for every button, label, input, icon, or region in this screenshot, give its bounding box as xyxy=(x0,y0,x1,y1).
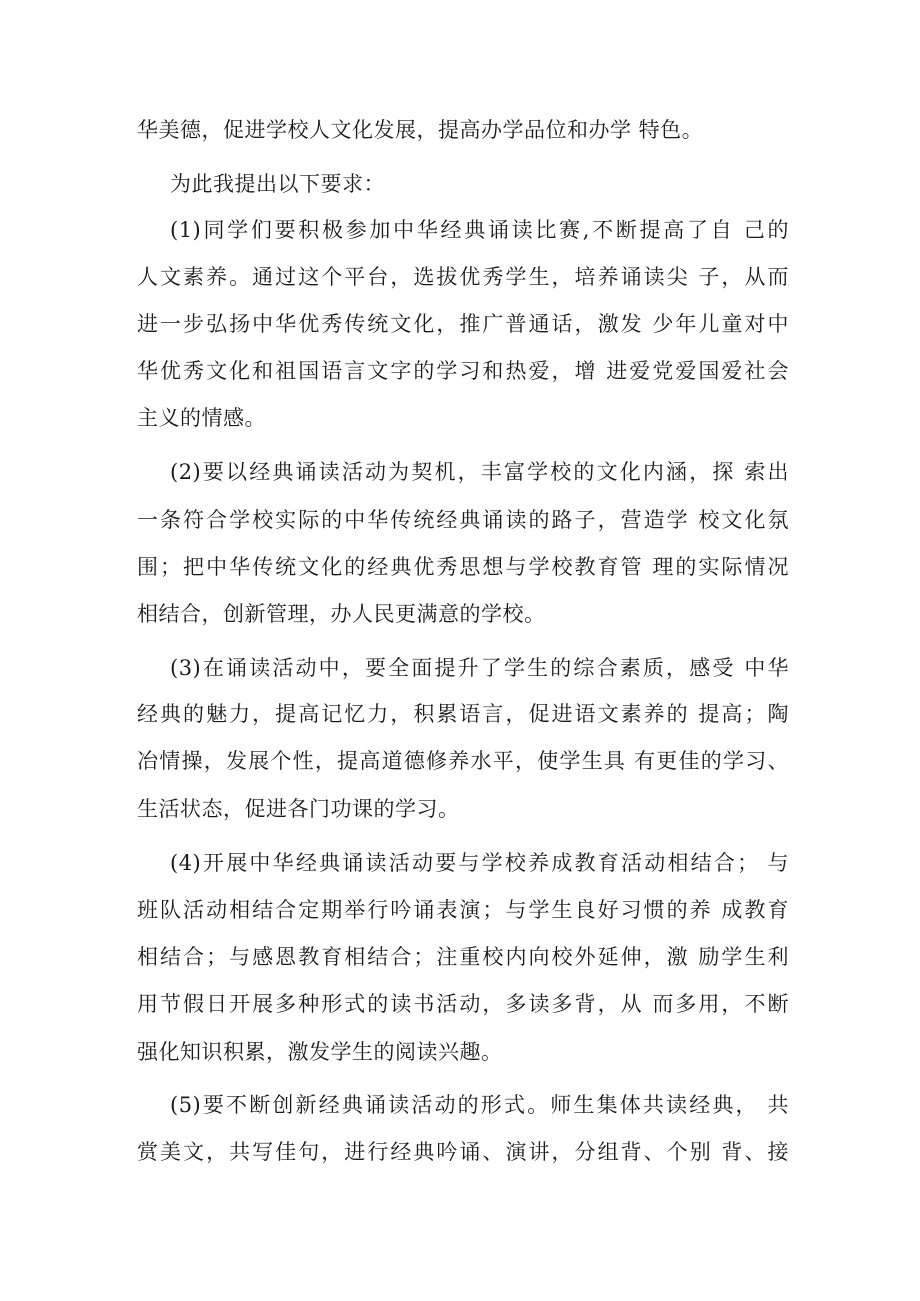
paragraph-line: 赏美文，共写佳句，进行经典吟诵、演讲，分组背、个别 背、接 xyxy=(137,1140,789,1164)
paragraph-line: 华美德，促进学校人文化发展，提高办学品位和办学 特色。 xyxy=(137,118,704,142)
paragraph-line: (3)在诵读活动中，要全面提升了学生的综合素质，感受 中华 xyxy=(170,656,789,680)
paragraph-line: 一条符合学校实际的中华传统经典诵读的路子，营造学 校文化氛 xyxy=(137,508,789,532)
paragraph-line: (1)同学们要积极参加中华经典诵读比赛,不断提高了自 己的 xyxy=(170,218,789,242)
paragraph-line: 经典的魅力，提高记忆力，积累语言，促进语文素养的 提高；陶 xyxy=(137,702,789,726)
paragraph-line: 相结合，创新管理，办人民更满意的学校。 xyxy=(137,602,546,626)
paragraph-line: 为此我提出以下要求： xyxy=(170,172,385,196)
paragraph-line: 人文素养。通过这个平台，选拔优秀学生，培养诵读尖 子，从而 xyxy=(137,265,789,289)
paragraph-line: 用节假日开展多种形式的读书活动，多读多背，从 而多用，不断 xyxy=(137,992,789,1016)
paragraph-line: (5)要不断创新经典诵读活动的形式。师生集体共读经典， 共 xyxy=(170,1093,789,1117)
paragraph-line: 冶情操，发展个性，提高道德修养水平，使学生具 有更佳的学习、 xyxy=(137,749,789,773)
paragraph-line: (2)要以经典诵读活动为契机，丰富学校的文化内涵，探 索出 xyxy=(170,460,789,484)
paragraph-line: (4)开展中华经典诵读活动要与学校养成教育活动相结合； 与 xyxy=(170,851,789,875)
paragraph-line: 相结合；与感恩教育相结合；注重校内向校外延伸，激 励学生利 xyxy=(137,945,789,969)
paragraph-line: 班队活动相结合定期举行吟诵表演；与学生良好习惯的养 成教育 xyxy=(137,898,789,922)
paragraph-line: 进一步弘扬中华优秀传统文化，推广普通话，激发 少年儿童对中 xyxy=(137,312,789,336)
paragraph-line: 华优秀文化和祖国语言文字的学习和热爱，增 进爱党爱国爱社会 xyxy=(137,359,789,383)
paragraph-line: 围；把中华传统文化的经典优秀思想与学校教育管 理的实际情况 xyxy=(137,555,789,579)
paragraph-line: 主义的情感。 xyxy=(137,406,266,430)
paragraph-line: 强化知识积累，激发学生的阅读兴趣。 xyxy=(137,1040,503,1064)
paragraph-line: 生活状态，促进各门功课的学习。 xyxy=(137,797,460,821)
